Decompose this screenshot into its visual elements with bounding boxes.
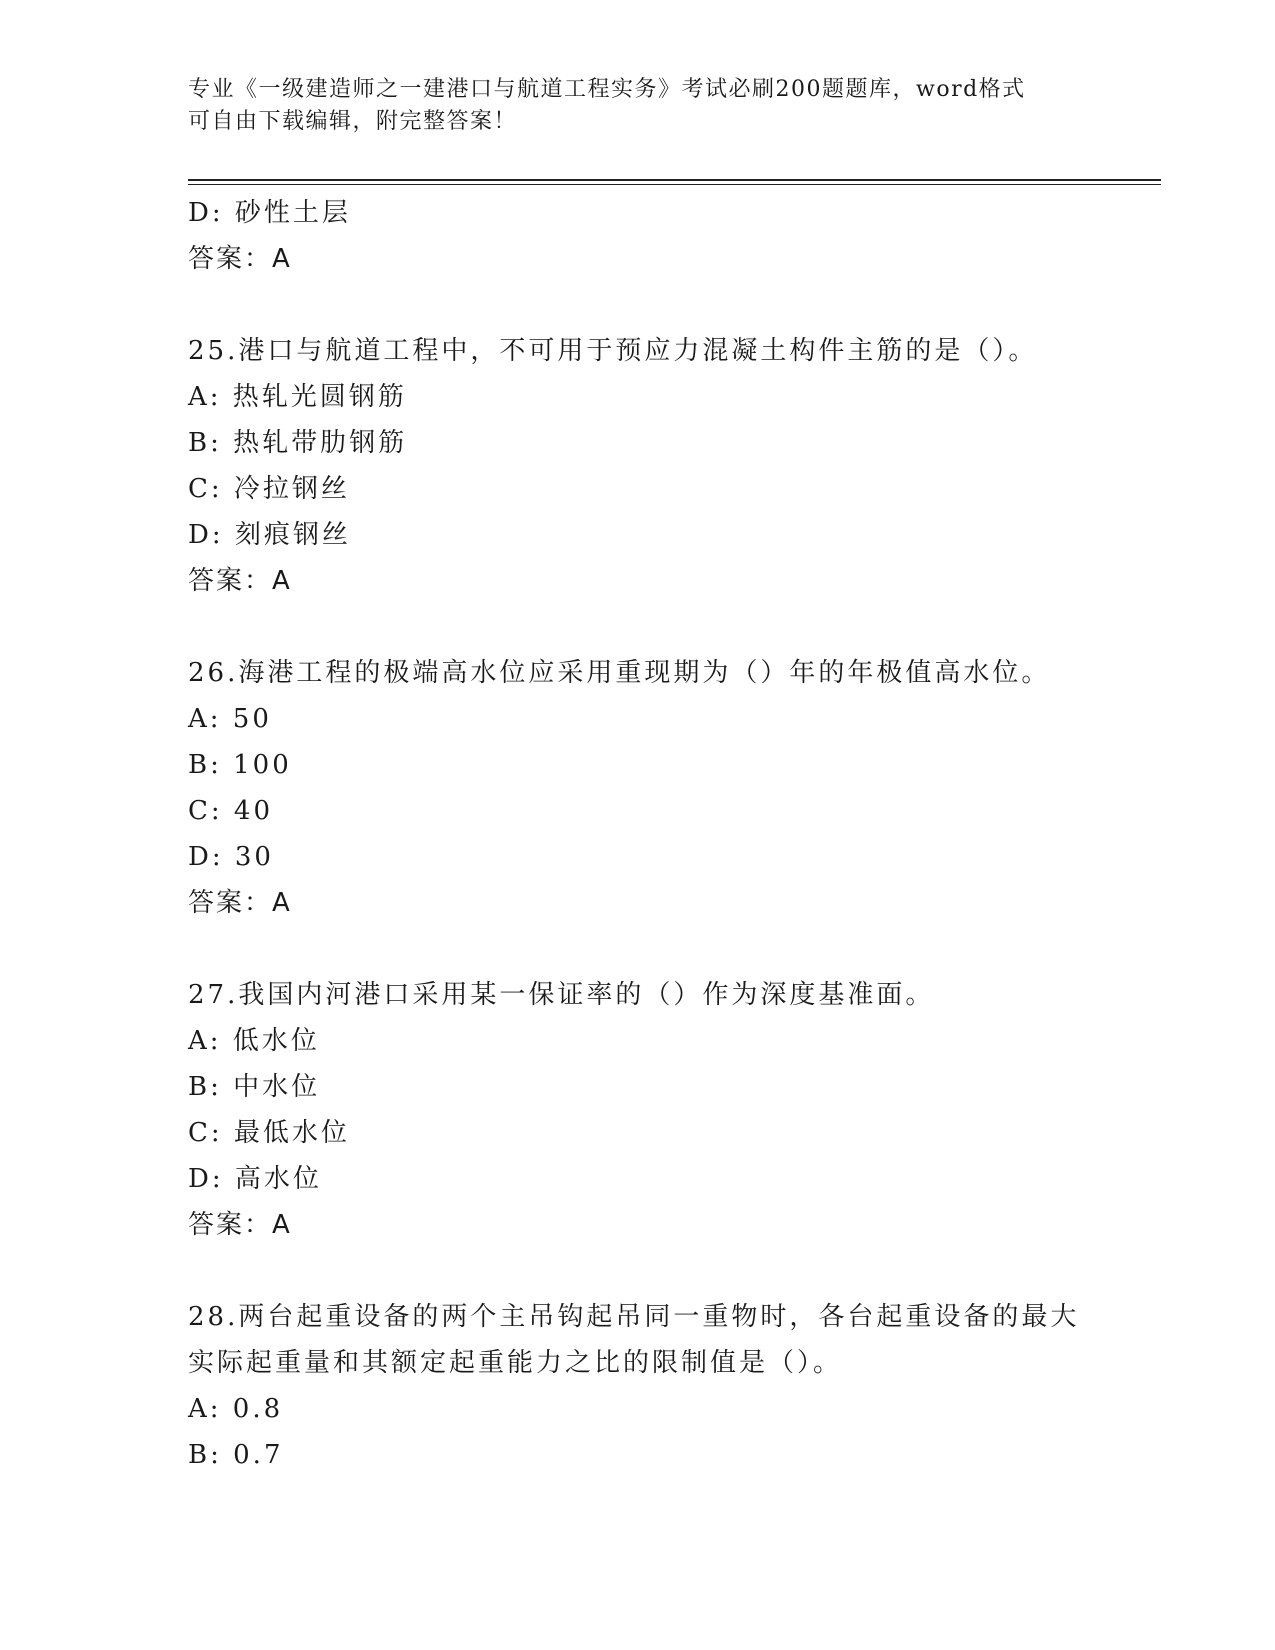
header-line-1: 专业《一级建造师之一建港口与航道工程实务》考试必刷200题题库，word格式 (188, 77, 1026, 102)
option-c: C: 40 (188, 796, 274, 826)
question-list (188, 190, 1148, 1478)
option-a: A: 0.8 (188, 1394, 284, 1424)
option-a: A: 热轧光圆钢筋 (188, 382, 407, 412)
option-d: D: 刻痕钢丝 (188, 520, 351, 550)
question-text: 25.港口与航道工程中，不可用于预应力混凝土构件主筋的是（）。 (188, 336, 1038, 366)
answer-line: 答案：A (188, 244, 292, 274)
spacer (188, 604, 1148, 650)
question-text-line-2: 实际起重量和其额定起重能力之比的限制值是（）。 (188, 1348, 843, 1378)
header-divider-thick (188, 179, 1161, 181)
question-text: 27.我国内河港口采用某一保证率的（）作为深度基准面。 (188, 980, 935, 1010)
option-b: B: 100 (188, 750, 292, 780)
option-a: A: 50 (188, 704, 272, 734)
option-b: B: 中水位 (188, 1072, 321, 1102)
document-header (188, 74, 1088, 138)
header-divider-thin (188, 184, 1161, 185)
question-text-line-1: 28.两台起重设备的两个主吊钩起吊同一重物时，各台起重设备的最大 (188, 1302, 1080, 1332)
option-b: B: 热轧带肋钢筋 (188, 428, 408, 458)
option-a: A: 低水位 (188, 1026, 320, 1056)
answer-line: 答案：A (188, 1210, 292, 1240)
answer-line: 答案：A (188, 888, 292, 918)
option-d: D: 高水位 (188, 1164, 322, 1194)
question-block-28 (188, 1294, 1148, 1478)
option-d: D: 30 (188, 842, 274, 872)
option-b: B: 0.7 (188, 1440, 284, 1470)
answer-line: 答案：A (188, 566, 292, 596)
question-block-27 (188, 972, 1148, 1248)
option-c: C: 最低水位 (188, 1118, 350, 1148)
header-line-2: 可自由下载编辑，附完整答案！ (188, 109, 518, 134)
question-block-25 (188, 328, 1148, 604)
question-block-26 (188, 650, 1148, 926)
spacer (188, 1248, 1148, 1294)
spacer (188, 282, 1148, 328)
option-c: C: 冷拉钢丝 (188, 474, 350, 504)
question-text: 26.海港工程的极端高水位应采用重现期为（）年的年极值高水位。 (188, 658, 1051, 688)
option-d: D: 砂性土层 (188, 198, 351, 228)
spacer (188, 926, 1148, 972)
